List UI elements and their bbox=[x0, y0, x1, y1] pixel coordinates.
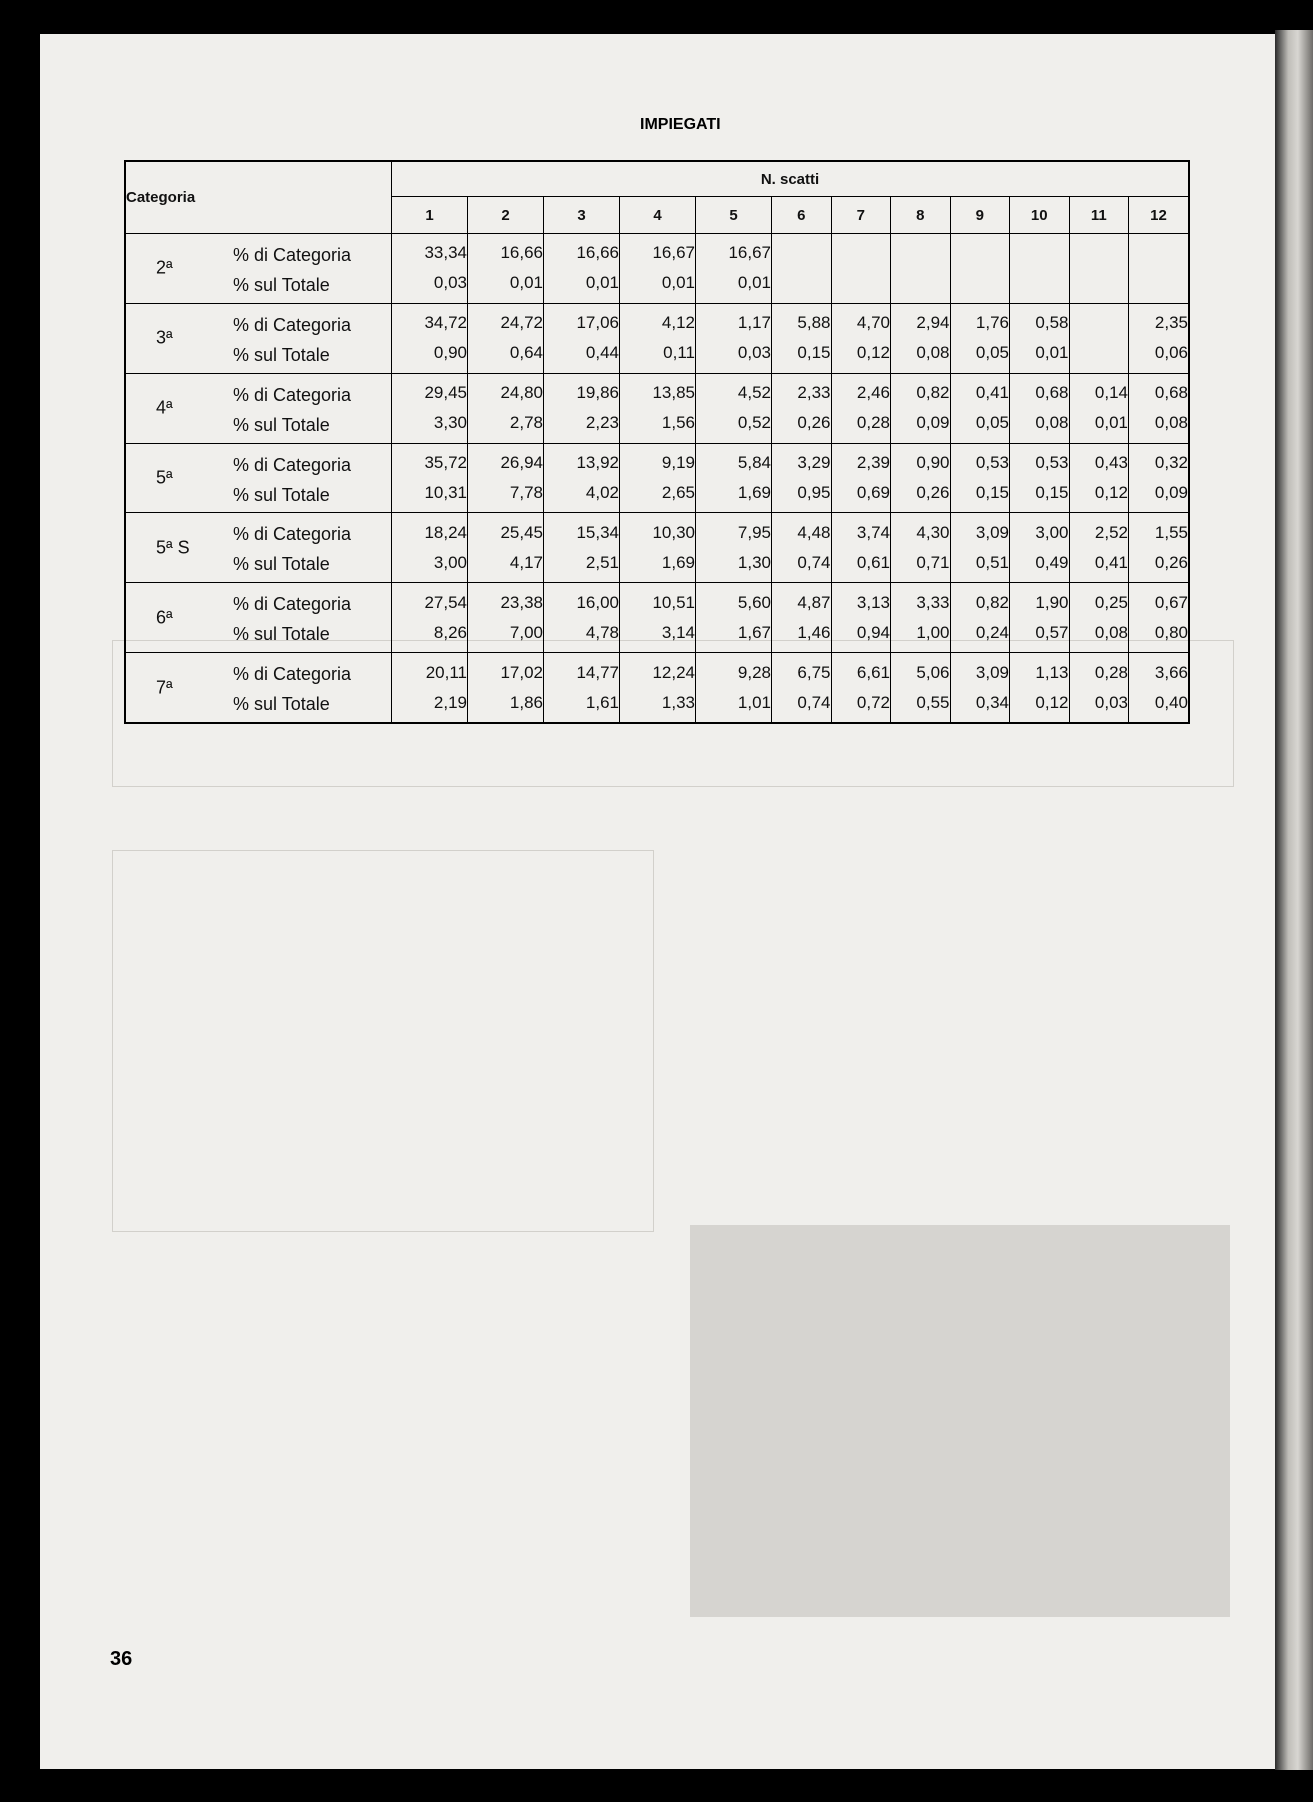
row-labels bbox=[233, 659, 351, 719]
value-cell bbox=[544, 303, 620, 373]
value-sul-totale: 1,46 bbox=[797, 622, 831, 642]
value-di-categoria: 3,29 bbox=[797, 452, 831, 472]
value-sul-totale: 8,26 bbox=[433, 622, 467, 642]
category-name: 5ª S bbox=[156, 537, 190, 558]
value-di-categoria: 2,33 bbox=[797, 383, 831, 403]
label-di-categoria: % di Categoria bbox=[233, 594, 352, 615]
value-cell bbox=[1129, 653, 1190, 723]
scatti-col-header: 9 bbox=[950, 197, 1010, 234]
value-sul-totale: 0,69 bbox=[856, 482, 890, 502]
value-sul-totale: 0,09 bbox=[916, 413, 950, 433]
value-di-categoria: 10,51 bbox=[652, 592, 695, 612]
value-cell bbox=[891, 653, 951, 723]
table-row bbox=[125, 443, 1189, 513]
value-sul-totale: 1,01 bbox=[737, 692, 771, 712]
value-cell bbox=[772, 653, 832, 723]
value-di-categoria: 1,90 bbox=[1035, 592, 1069, 612]
label-di-categoria: % di Categoria bbox=[233, 314, 352, 335]
value-di-categoria: 2,39 bbox=[856, 452, 890, 472]
label-sul-totale: % sul Totale bbox=[233, 275, 330, 295]
value-cell bbox=[891, 513, 951, 583]
value-di-categoria: 6,75 bbox=[797, 662, 831, 682]
value-cell bbox=[1010, 653, 1070, 723]
value-sul-totale: 0,08 bbox=[1094, 622, 1128, 642]
value-di-categoria: 16,67 bbox=[728, 243, 771, 263]
value-cell bbox=[1129, 373, 1190, 443]
value-di-categoria: 0,25 bbox=[1094, 592, 1128, 612]
value-sul-totale: 1,69 bbox=[737, 482, 771, 502]
value-di-categoria: 15,34 bbox=[576, 522, 619, 542]
value-di-categoria: 24,80 bbox=[500, 383, 543, 403]
value-cell bbox=[1129, 234, 1190, 304]
label-di-categoria: % di Categoria bbox=[233, 524, 352, 545]
scatti-col-header: 5 bbox=[696, 197, 772, 234]
category-cell bbox=[125, 653, 392, 723]
value-di-categoria: 4,48 bbox=[797, 522, 831, 542]
value-di-categoria: 9,19 bbox=[661, 452, 695, 472]
value-sul-totale: 0,26 bbox=[916, 482, 950, 502]
label-di-categoria: % di Categoria bbox=[233, 454, 352, 475]
value-di-categoria: 16,00 bbox=[576, 592, 619, 612]
value-di-categoria: 18,24 bbox=[424, 522, 467, 542]
value-cell bbox=[1129, 443, 1190, 513]
value-cell bbox=[620, 583, 696, 653]
scatti-col-header: 6 bbox=[772, 197, 832, 234]
value-cell bbox=[620, 373, 696, 443]
value-sul-totale: 1,86 bbox=[509, 692, 543, 712]
value-di-categoria: 0,82 bbox=[916, 383, 950, 403]
value-cell bbox=[950, 513, 1010, 583]
value-sul-totale: 0,15 bbox=[797, 343, 831, 363]
value-cell bbox=[1069, 234, 1129, 304]
value-di-categoria: 35,72 bbox=[424, 452, 467, 472]
value-sul-totale: 0,51 bbox=[975, 552, 1009, 572]
value-cell bbox=[950, 303, 1010, 373]
value-di-categoria: 3,74 bbox=[856, 522, 890, 542]
value-sul-totale: 0,52 bbox=[737, 413, 771, 433]
value-cell bbox=[392, 583, 468, 653]
value-cell bbox=[468, 653, 544, 723]
category-cell bbox=[125, 234, 392, 304]
value-sul-totale: 1,33 bbox=[661, 692, 695, 712]
value-sul-totale: 0,15 bbox=[1035, 482, 1069, 502]
label-sul-totale: % sul Totale bbox=[233, 414, 330, 435]
category-cell bbox=[125, 583, 392, 653]
value-cell bbox=[891, 234, 951, 304]
value-sul-totale: 2,78 bbox=[509, 413, 543, 433]
value-cell bbox=[468, 234, 544, 304]
value-cell bbox=[620, 234, 696, 304]
value-cell bbox=[544, 513, 620, 583]
value-di-categoria: 4,87 bbox=[797, 592, 831, 612]
value-cell bbox=[772, 234, 832, 304]
value-sul-totale: 0,40 bbox=[1154, 692, 1188, 712]
row-labels bbox=[233, 589, 351, 649]
value-di-categoria: 25,45 bbox=[500, 522, 543, 542]
value-di-categoria: 5,60 bbox=[737, 592, 771, 612]
value-sul-totale: 0,26 bbox=[797, 413, 831, 433]
page-edge bbox=[1275, 30, 1313, 1770]
label-sul-totale: % sul Totale bbox=[233, 484, 330, 505]
scatti-col-header: 8 bbox=[891, 197, 951, 234]
value-di-categoria: 1,76 bbox=[975, 313, 1009, 333]
value-cell bbox=[468, 443, 544, 513]
value-di-categoria: 3,13 bbox=[856, 592, 890, 612]
value-di-categoria: 2,35 bbox=[1154, 313, 1188, 333]
value-cell bbox=[468, 513, 544, 583]
bleed-through-table bbox=[112, 850, 654, 1232]
value-sul-totale: 0,06 bbox=[1154, 343, 1188, 363]
value-di-categoria: 14,77 bbox=[576, 662, 619, 682]
value-cell bbox=[1069, 653, 1129, 723]
value-cell bbox=[1010, 373, 1070, 443]
scatti-col-header: 10 bbox=[1010, 197, 1070, 234]
value-sul-totale: 0,41 bbox=[1094, 552, 1128, 572]
value-sul-totale: 0,49 bbox=[1035, 552, 1069, 572]
value-cell bbox=[772, 373, 832, 443]
value-cell bbox=[696, 583, 772, 653]
category-cell bbox=[125, 513, 392, 583]
value-cell bbox=[831, 234, 891, 304]
value-sul-totale: 0,01 bbox=[737, 273, 771, 293]
value-di-categoria: 20,11 bbox=[425, 662, 467, 682]
value-sul-totale: 3,30 bbox=[433, 413, 467, 433]
value-sul-totale: 4,78 bbox=[585, 622, 619, 642]
label-di-categoria: % di Categoria bbox=[233, 245, 352, 265]
value-cell bbox=[620, 653, 696, 723]
value-cell bbox=[1069, 303, 1129, 373]
value-cell bbox=[468, 583, 544, 653]
value-cell bbox=[696, 373, 772, 443]
value-sul-totale: 0,94 bbox=[856, 622, 890, 642]
value-di-categoria: 9,28 bbox=[737, 662, 771, 682]
value-cell bbox=[1129, 303, 1190, 373]
value-di-categoria: 1,55 bbox=[1154, 522, 1188, 542]
table-row bbox=[125, 303, 1189, 373]
value-cell bbox=[620, 303, 696, 373]
value-di-categoria: 0,82 bbox=[975, 592, 1009, 612]
row-labels bbox=[233, 310, 351, 370]
value-di-categoria: 29,45 bbox=[424, 383, 467, 403]
scatti-col-header: 4 bbox=[620, 197, 696, 234]
value-sul-totale: 0,05 bbox=[975, 343, 1009, 363]
value-di-categoria: 1,17 bbox=[737, 313, 771, 333]
value-cell bbox=[696, 513, 772, 583]
table-row bbox=[125, 653, 1189, 723]
value-sul-totale: 0,03 bbox=[1094, 692, 1128, 712]
value-sul-totale: 10,31 bbox=[424, 482, 467, 502]
value-sul-totale: 0,34 bbox=[975, 692, 1009, 712]
value-sul-totale: 0,12 bbox=[856, 343, 890, 363]
value-di-categoria: 0,41 bbox=[975, 383, 1009, 403]
category-name: 4ª bbox=[156, 397, 173, 418]
value-sul-totale: 0,12 bbox=[1035, 692, 1069, 712]
value-di-categoria: 5,84 bbox=[737, 452, 771, 472]
value-di-categoria: 2,46 bbox=[856, 383, 890, 403]
value-di-categoria: 10,30 bbox=[652, 522, 695, 542]
value-cell bbox=[831, 653, 891, 723]
label-sul-totale: % sul Totale bbox=[233, 624, 330, 645]
table-title: IMPIEGATI bbox=[640, 116, 721, 133]
value-di-categoria: 3,09 bbox=[975, 522, 1009, 542]
value-cell bbox=[468, 303, 544, 373]
value-sul-totale: 0,28 bbox=[856, 413, 890, 433]
value-sul-totale: 0,08 bbox=[1154, 413, 1188, 433]
value-di-categoria: 3,09 bbox=[975, 662, 1009, 682]
value-cell bbox=[891, 303, 951, 373]
value-di-categoria: 0,53 bbox=[975, 452, 1009, 472]
value-sul-totale: 0,64 bbox=[509, 343, 543, 363]
row-labels bbox=[233, 240, 351, 300]
value-cell bbox=[772, 583, 832, 653]
value-di-categoria: 16,66 bbox=[500, 243, 543, 263]
value-sul-totale: 3,00 bbox=[433, 552, 467, 572]
category-cell bbox=[125, 443, 392, 513]
value-sul-totale: 0,05 bbox=[975, 413, 1009, 433]
value-cell bbox=[392, 653, 468, 723]
value-di-categoria: 23,38 bbox=[500, 592, 543, 612]
table-body bbox=[125, 234, 1189, 724]
value-di-categoria: 0,43 bbox=[1094, 452, 1128, 472]
value-cell bbox=[950, 653, 1010, 723]
value-di-categoria: 0,90 bbox=[916, 452, 950, 472]
value-di-categoria: 33,34 bbox=[424, 243, 467, 263]
value-sul-totale: 0,08 bbox=[1035, 413, 1069, 433]
value-cell bbox=[392, 513, 468, 583]
scatti-col-header: 3 bbox=[544, 197, 620, 234]
value-di-categoria: 24,72 bbox=[500, 313, 543, 333]
value-di-categoria: 4,12 bbox=[661, 313, 695, 333]
value-sul-totale: 0,08 bbox=[916, 343, 950, 363]
value-sul-totale: 7,00 bbox=[509, 622, 543, 642]
value-cell bbox=[1069, 443, 1129, 513]
value-cell bbox=[1010, 303, 1070, 373]
value-sul-totale: 1,61 bbox=[585, 692, 619, 712]
value-cell bbox=[392, 303, 468, 373]
category-name: 5ª bbox=[156, 467, 173, 488]
value-di-categoria: 4,70 bbox=[856, 313, 890, 333]
value-sul-totale: 0,61 bbox=[856, 552, 890, 572]
value-di-categoria: 0,67 bbox=[1154, 592, 1188, 612]
value-sul-totale: 0,09 bbox=[1154, 482, 1188, 502]
value-di-categoria: 17,02 bbox=[500, 662, 543, 682]
value-di-categoria: 5,06 bbox=[916, 662, 950, 682]
value-cell bbox=[831, 513, 891, 583]
value-sul-totale: 4,02 bbox=[585, 482, 619, 502]
value-cell bbox=[1069, 513, 1129, 583]
value-di-categoria: 4,30 bbox=[916, 522, 950, 542]
value-di-categoria: 7,95 bbox=[737, 522, 771, 542]
value-sul-totale: 0,57 bbox=[1035, 622, 1069, 642]
value-sul-totale: 0,80 bbox=[1154, 622, 1188, 642]
value-di-categoria: 0,68 bbox=[1035, 383, 1069, 403]
value-cell bbox=[1129, 583, 1190, 653]
scatti-col-header: 2 bbox=[468, 197, 544, 234]
value-sul-totale: 0,11 bbox=[663, 343, 695, 363]
value-cell bbox=[468, 373, 544, 443]
value-cell bbox=[1129, 513, 1190, 583]
value-sul-totale: 0,24 bbox=[975, 622, 1009, 642]
bleed-through-photo bbox=[690, 1225, 1230, 1617]
value-di-categoria: 2,52 bbox=[1094, 522, 1128, 542]
value-sul-totale: 0,55 bbox=[916, 692, 950, 712]
value-di-categoria: 19,86 bbox=[576, 383, 619, 403]
label-sul-totale: % sul Totale bbox=[233, 694, 330, 715]
table-row bbox=[125, 234, 1189, 304]
value-cell bbox=[1010, 583, 1070, 653]
label-sul-totale: % sul Totale bbox=[233, 344, 330, 365]
value-sul-totale: 0,03 bbox=[433, 273, 467, 293]
value-di-categoria: 27,54 bbox=[424, 592, 467, 612]
value-di-categoria: 5,88 bbox=[797, 313, 831, 333]
value-sul-totale: 2,65 bbox=[661, 482, 695, 502]
impiegati-table bbox=[124, 160, 1190, 724]
value-sul-totale: 3,14 bbox=[661, 622, 695, 642]
value-di-categoria: 0,32 bbox=[1154, 452, 1188, 472]
scatti-col-header: 11 bbox=[1069, 197, 1129, 234]
value-sul-totale: 0,01 bbox=[585, 273, 619, 293]
value-di-categoria: 0,14 bbox=[1094, 383, 1128, 403]
scatti-col-header: 7 bbox=[831, 197, 891, 234]
value-sul-totale: 0,74 bbox=[797, 552, 831, 572]
value-di-categoria: 16,67 bbox=[652, 243, 695, 263]
table-row bbox=[125, 583, 1189, 653]
value-sul-totale: 0,03 bbox=[737, 343, 771, 363]
value-di-categoria: 13,92 bbox=[576, 452, 619, 472]
page-number: 36 bbox=[110, 1648, 133, 1670]
row-labels bbox=[233, 380, 351, 440]
value-di-categoria: 0,53 bbox=[1035, 452, 1069, 472]
category-cell bbox=[125, 373, 392, 443]
value-cell bbox=[1010, 513, 1070, 583]
value-cell bbox=[620, 443, 696, 513]
scatti-col-header: 12 bbox=[1129, 197, 1190, 234]
value-cell bbox=[891, 373, 951, 443]
value-di-categoria: 26,94 bbox=[500, 452, 543, 472]
value-cell bbox=[831, 583, 891, 653]
value-di-categoria: 13,85 bbox=[652, 383, 695, 403]
value-cell bbox=[831, 303, 891, 373]
category-name: 7ª bbox=[156, 677, 173, 698]
value-cell bbox=[544, 583, 620, 653]
value-di-categoria: 16,66 bbox=[576, 243, 619, 263]
value-di-categoria: 34,72 bbox=[424, 313, 467, 333]
value-sul-totale: 7,78 bbox=[509, 482, 543, 502]
value-di-categoria: 17,06 bbox=[576, 313, 619, 333]
value-di-categoria: 3,00 bbox=[1035, 522, 1069, 542]
value-cell bbox=[696, 653, 772, 723]
category-cell bbox=[125, 303, 392, 373]
value-cell bbox=[544, 443, 620, 513]
value-sul-totale: 1,69 bbox=[661, 552, 695, 572]
value-sul-totale: 0,71 bbox=[916, 552, 950, 572]
value-sul-totale: 0,01 bbox=[661, 273, 695, 293]
value-cell bbox=[696, 303, 772, 373]
scatti-col-header: 1 bbox=[392, 197, 468, 234]
value-sul-totale: 0,74 bbox=[797, 692, 831, 712]
scatti-header: N. scatti bbox=[392, 161, 1190, 197]
label-di-categoria: % di Categoria bbox=[233, 384, 352, 405]
value-sul-totale: 0,90 bbox=[433, 343, 467, 363]
value-sul-totale: 0,01 bbox=[1035, 343, 1069, 363]
value-di-categoria: 3,66 bbox=[1154, 662, 1188, 682]
value-cell bbox=[696, 443, 772, 513]
row-labels bbox=[233, 450, 351, 510]
value-cell bbox=[544, 234, 620, 304]
value-cell bbox=[950, 583, 1010, 653]
value-di-categoria: 0,28 bbox=[1094, 662, 1128, 682]
value-cell bbox=[620, 513, 696, 583]
value-sul-totale: 4,17 bbox=[509, 552, 543, 572]
value-sul-totale: 0,01 bbox=[509, 273, 543, 293]
table-row bbox=[125, 373, 1189, 443]
value-sul-totale: 0,72 bbox=[856, 692, 890, 712]
value-cell bbox=[831, 443, 891, 513]
value-di-categoria: 0,58 bbox=[1035, 313, 1069, 333]
value-di-categoria: 12,24 bbox=[652, 662, 695, 682]
value-sul-totale: 1,30 bbox=[737, 552, 771, 572]
value-cell bbox=[772, 513, 832, 583]
value-cell bbox=[392, 443, 468, 513]
value-di-categoria: 6,61 bbox=[856, 662, 890, 682]
value-sul-totale: 2,23 bbox=[585, 413, 619, 433]
value-di-categoria: 2,94 bbox=[916, 313, 950, 333]
value-cell bbox=[831, 373, 891, 443]
value-sul-totale: 0,26 bbox=[1154, 552, 1188, 572]
value-cell bbox=[772, 443, 832, 513]
value-sul-totale: 0,95 bbox=[797, 482, 831, 502]
value-sul-totale: 0,44 bbox=[585, 343, 619, 363]
label-di-categoria: % di Categoria bbox=[233, 664, 352, 685]
value-cell bbox=[950, 443, 1010, 513]
value-cell bbox=[891, 443, 951, 513]
value-di-categoria: 3,33 bbox=[916, 592, 950, 612]
label-sul-totale: % sul Totale bbox=[233, 554, 330, 575]
category-header: Categoria bbox=[125, 161, 392, 234]
value-cell bbox=[891, 583, 951, 653]
value-sul-totale: 1,67 bbox=[737, 622, 771, 642]
value-di-categoria: 0,68 bbox=[1154, 383, 1188, 403]
value-sul-totale: 2,51 bbox=[585, 552, 619, 572]
value-di-categoria: 1,13 bbox=[1035, 662, 1069, 682]
value-sul-totale: 0,12 bbox=[1094, 482, 1128, 502]
value-sul-totale: 2,19 bbox=[433, 692, 467, 712]
category-name: 3ª bbox=[156, 327, 173, 348]
value-di-categoria: 4,52 bbox=[737, 383, 771, 403]
value-cell bbox=[1010, 443, 1070, 513]
table-row bbox=[125, 513, 1189, 583]
value-cell bbox=[392, 234, 468, 304]
value-sul-totale: 1,00 bbox=[916, 622, 950, 642]
value-sul-totale: 0,15 bbox=[975, 482, 1009, 502]
value-cell bbox=[544, 653, 620, 723]
category-name: 2ª bbox=[156, 257, 173, 278]
value-cell bbox=[950, 234, 1010, 304]
value-cell bbox=[392, 373, 468, 443]
value-cell bbox=[772, 303, 832, 373]
value-cell bbox=[1069, 583, 1129, 653]
value-cell bbox=[1010, 234, 1070, 304]
value-sul-totale: 1,56 bbox=[661, 413, 695, 433]
value-cell bbox=[544, 373, 620, 443]
category-name: 6ª bbox=[156, 607, 173, 628]
value-cell bbox=[696, 234, 772, 304]
value-cell bbox=[1069, 373, 1129, 443]
value-sul-totale: 0,01 bbox=[1094, 413, 1128, 433]
value-cell bbox=[950, 373, 1010, 443]
row-labels bbox=[233, 519, 351, 579]
